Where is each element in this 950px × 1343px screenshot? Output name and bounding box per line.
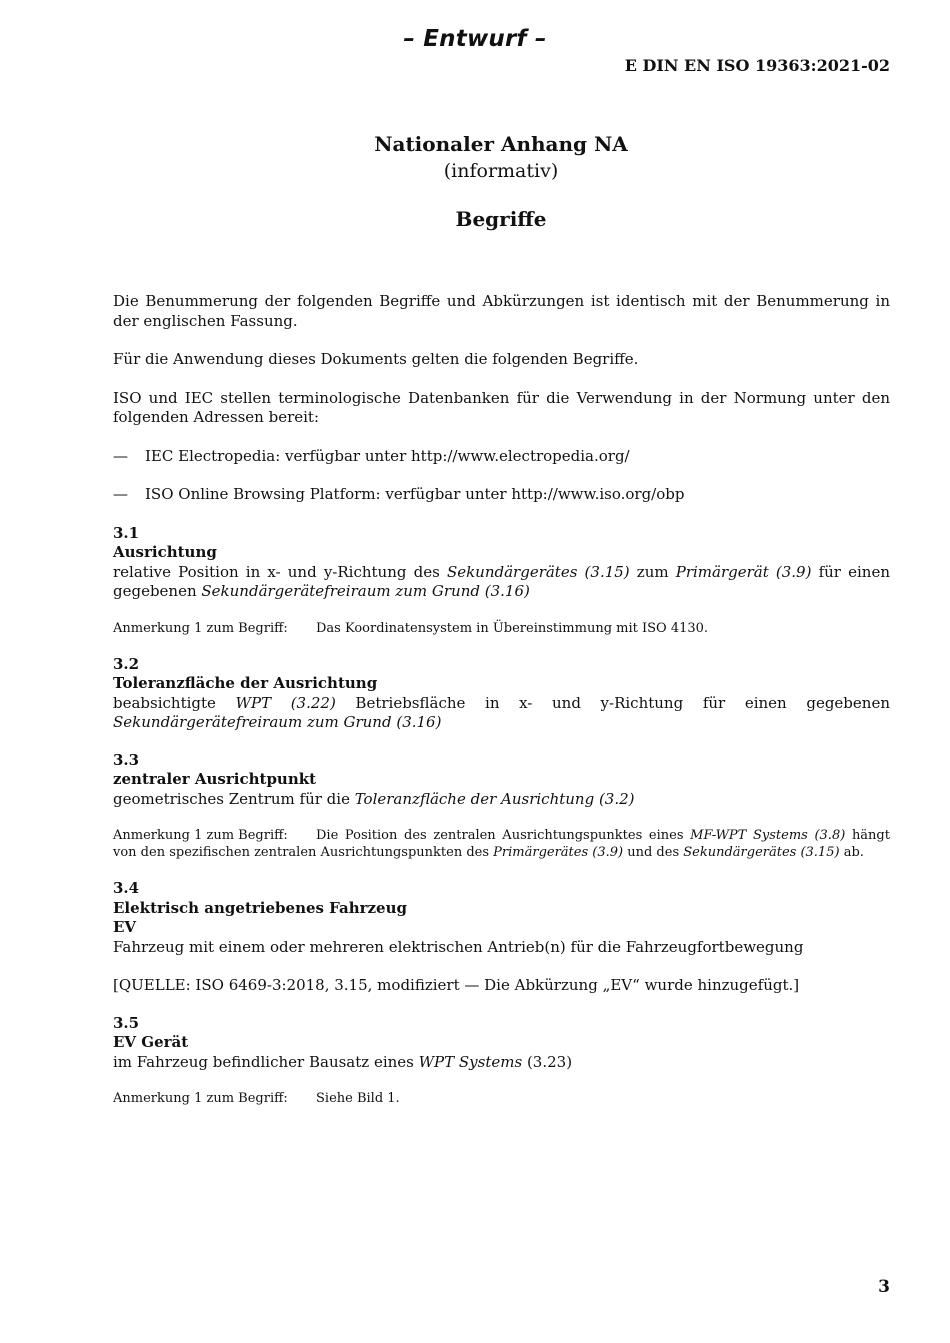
note-label: Anmerkung 1 zum Begriff: [113,828,288,843]
term-definition: beabsichtigte WPT (3.22) Betriebsfläche in x- und y-Richtung für einen gegebenen Sekundärgerätefreiraum zum Grund (3.16) [113,693,890,731]
intro-paragraph-1: Die Benummerung der folgenden Begriffe und Abkürzungen ist identisch mit der Benummerung in der englischen Fassung. [113,292,890,330]
term-source: [QUELLE: ISO 6469-3:2018, 3.15, modifiziert — Die Abkürzung „EV“ wurde hinzugefügt.] [113,976,800,994]
document-id: E DIN EN ISO 19363:2021-02 [624,56,890,75]
dash-marker: — [113,485,128,503]
term-note: Anmerkung 1 zum Begriff: Die Position des zentralen Ausrichtungspunktes eines MF-WPT Systems (3.8) hängt von den spezifischen zentralen Ausrichtungspunkten des Primärgerätes (3.9) und des Sekundärgerätes (3.15) ab. [113,828,890,860]
draft-label: – Entwurf – [403,26,547,52]
list-item [113,485,890,505]
term-entry [113,655,890,733]
term-entry [113,524,890,637]
list-item-text: ISO Online Browsing Platform: verfügbar unter http://www.iso.org/obp [145,485,685,503]
term-name: Elektrisch angetriebenes Fahrzeug [113,898,407,917]
term-number: 3.4 [113,879,140,897]
term-note: Anmerkung 1 zum Begriff: Das Koordinatensystem in Übereinstimmung mit ISO 4130. [113,620,709,636]
term-definition: relative Position in x- und y-Richtung des Sekundärgerätes (3.15) zum Primärgerät (3.9) für einen gegebenen Sekundärgerätefreiraum zum Grund (3.16) [113,562,890,600]
term-name: EV Gerät [113,1033,189,1051]
term-note: Anmerkung 1 zum Begriff: Siehe Bild 1. [113,1091,400,1106]
term-number: 3.2 [113,654,140,673]
term-number: 3.5 [113,1013,140,1032]
document-body [113,292,890,1107]
term-abbreviation: EV [113,918,137,936]
note-label: Anmerkung 1 zum Begriff: [113,1091,288,1106]
term-number: 3.3 [113,750,140,769]
note-label: Anmerkung 1 zum Begriff: [113,620,288,636]
intro-paragraph-3: ISO und IEC stellen terminologische Datenbanken für die Verwendung in der Normung unter den folgenden Adressen bereit: [113,388,890,426]
term-name: Toleranzfläche der Ausrichtung [113,674,378,692]
annex-subtitle: (informativ) [443,160,559,182]
term-name: Ausrichtung [113,543,217,561]
term-definition: geometrisches Zentrum für die Toleranzfläche der Ausrichtung (3.2) [113,789,635,808]
term-definition: im Fahrzeug befindlicher Bausatz eines WPT Systems (3.23) [113,1052,573,1071]
term-entry [113,879,890,996]
dash-marker: — [113,446,128,465]
list-item-text: IEC Electropedia: verfügbar unter http://www.electropedia.org/ [145,446,630,465]
annex-title: Nationaler Anhang NA [374,132,628,156]
term-number: 3.1 [113,523,140,542]
term-entry [113,751,890,862]
intro-paragraph-2: Für die Anwendung dieses Dokuments gelten die folgenden Begriffe. [113,350,639,368]
page-number: 3 [878,1277,890,1297]
term-entry [113,1014,890,1108]
term-name: zentraler Ausrichtpunkt [113,770,317,788]
section-heading: Begriffe [455,207,547,231]
list-item [113,447,890,467]
term-definition: Fahrzeug mit einem oder mehreren elektrischen Antrieb(n) für die Fahrzeugfortbewegung [113,937,804,956]
